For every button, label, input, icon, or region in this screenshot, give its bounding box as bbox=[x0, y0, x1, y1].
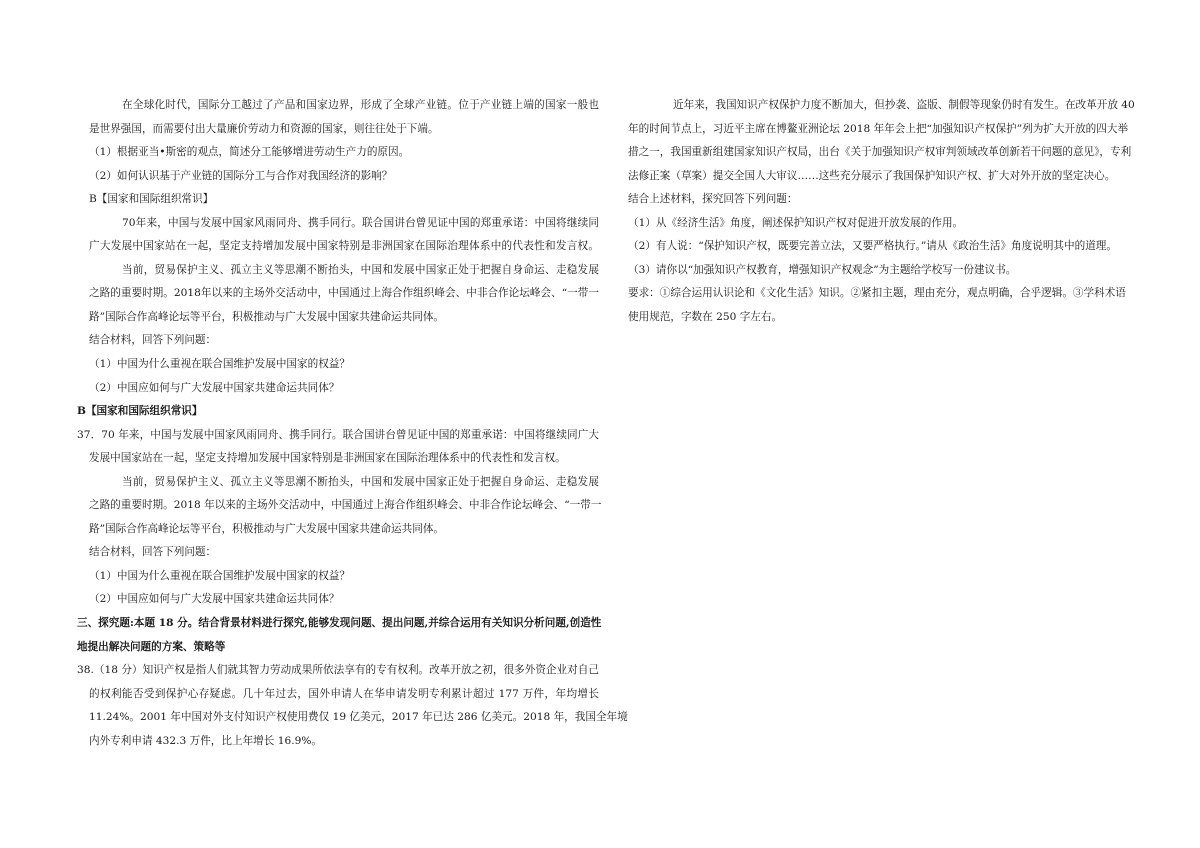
left-text-line: （1）根据亚当•斯密的观点，简述分工能够增进劳动生产力的原因。 bbox=[89, 146, 410, 159]
right-text-line: 法修正案（草案）提交全国人大审议……这些充分展示了我国保护知识产权、扩大对外开放的坚定决心。 bbox=[628, 169, 1116, 182]
left-text-line: （1）中国为什么重视在联合国维护发展中国家的权益？ bbox=[89, 358, 350, 371]
right-column bbox=[628, 94, 1135, 329]
right-text-line: 近年来，我国知识产权保护力度不断加大，但抄袭、盗版、制假等现象仍时有发生。在改革开放 40 bbox=[673, 99, 1135, 111]
left-text-line: 38.（18 分）知识产权是指人们就其智力劳动成果所依法享有的专有权利。改革开放之初，很多外资企业对自己 bbox=[77, 664, 599, 677]
left-text-line: 结合材料，回答下列问题： bbox=[89, 334, 217, 347]
left-text-line: 三、探究题:本题 18 分。结合背景材料进行探究,能够发现问题、提出问题,并综合运用有关知识分析问题,创造性 bbox=[77, 617, 602, 630]
left-text-line: （1）中国为什么重视在联合国维护发展中国家的权益？ bbox=[89, 569, 350, 582]
left-text-line: 地提出解决问题的方案、策略等 bbox=[77, 640, 226, 653]
left-text-line: 是世界强国，而需要付出大量廉价劳动力和资源的国家，则往往处于下端。 bbox=[89, 122, 439, 135]
left-text-line: （2）中国应如何与广大发展中国家共建命运共同体？ bbox=[89, 593, 340, 606]
left-text-line: 结合材料，回答下列问题： bbox=[89, 546, 217, 559]
left-text-line: 路”国际合作高峰论坛等平台，积极推动与广大发展中国家共建命运共同体。 bbox=[89, 310, 445, 323]
left-text-line: （2）如何认识基于产业链的国际分工与合作对我国经济的影响？ bbox=[89, 169, 393, 182]
left-text-line: 内外专利申请 432.3 万件，比上年增长 16.9%。 bbox=[89, 734, 322, 747]
right-text-line: 结合上述材料，探究回答下列问题： bbox=[628, 193, 798, 206]
left-text-line: 广大发展中国家站在一起，坚定支持增加发展中国家特别是非洲国家在国际治理体系中的代表性和发言权。 bbox=[89, 240, 599, 253]
left-text-line: 之路的重要时期。2018年以来的主场外交活动中，中国通过上海合作组织峰会、中非合作论坛峰会、“一带一 bbox=[89, 287, 599, 300]
right-text-line: （1）从《经济生活》角度，阐述保护知识产权对促进开放发展的作用。 bbox=[628, 216, 964, 229]
left-text-line: B【国家和国际组织常识】 bbox=[77, 405, 203, 418]
left-text-line: 路”国际合作高峰论坛等平台，积极推动与广大发展中国家共建命运共同体。 bbox=[89, 522, 445, 535]
right-text-line: 年的时间节点上，习近平主席在博鳌亚洲论坛 2018 年年会上把“加强知识产权保护”列为扩大开放的四大举 bbox=[628, 122, 1129, 135]
right-text-line: （2）有人说：“保护知识产权，既要完善立法，又要严格执行。”请从《政治生活》角度说明其中的道理。 bbox=[628, 240, 1117, 253]
left-text-line: 当前，贸易保护主义、孤立主义等思潮不断抬头，中国和发展中国家正处于把握自身命运、走稳发展 bbox=[122, 475, 599, 488]
left-text-line: （2）中国应如何与广大发展中国家共建命运共同体？ bbox=[89, 381, 340, 394]
left-text-line: 的权利能否受到保护心存疑虑。几十年过去，国外申请人在华申请发明专利累计超过 177 万件，年均增长 bbox=[89, 687, 599, 700]
left-text-line: 在全球化时代，国际分工越过了产品和国家边界，形成了全球产业链。位于产业链上端的国家一般也 bbox=[122, 99, 599, 111]
right-text-line: 要求：①综合运用认识论和《文化生活》知识。②紧扣主题，理由充分，观点明确，合乎逻辑。③学科术语 bbox=[628, 287, 1126, 300]
right-text-line: 措之一，我国重新组建国家知识产权局，出台《关于加强知识产权审判领域改革创新若干问题的意见》，专利 bbox=[628, 146, 1132, 159]
left-text-line: 之路的重要时期。2018 年以来的主场外交活动中，中国通过上海合作组织峰会、中非合作论坛峰会、“一带一 bbox=[89, 499, 602, 512]
left-text-line: 37．70 年来，中国与发展中国家风雨同舟、携手同行。联合国讲台曾见证中国的郑重承诺：中国将继续同广大 bbox=[77, 428, 599, 441]
left-text-line: B【国家和国际组织常识】 bbox=[89, 193, 214, 206]
right-text-line: 使用规范，字数在 250 字左右。 bbox=[628, 310, 783, 323]
left-text-line: 11.24%。2001 年中国对外支付知识产权使用费仅 19 亿美元，2017 年已达 286 亿美元。2018 年，我国全年境 bbox=[89, 711, 628, 724]
right-text-line: （3）请你以“加强知识产权教育，增强知识产权观念”为主题给学校写一份建议书。 bbox=[628, 263, 1017, 276]
left-text-line: 发展中国家站在一起，坚定支持增加发展中国家特别是非洲国家在国际治理体系中的代表性和发言权。 bbox=[89, 452, 566, 465]
left-text-line: 70年来，中国与发展中国家风雨同舟、携手同行。联合国讲台曾见证中国的郑重承诺：中国将继续同 bbox=[122, 216, 599, 229]
left-text-line: 当前，贸易保护主义、孤立主义等思潮不断抬头，中国和发展中国家正处于把握自身命运、走稳发展 bbox=[122, 263, 599, 276]
left-column bbox=[77, 94, 628, 753]
